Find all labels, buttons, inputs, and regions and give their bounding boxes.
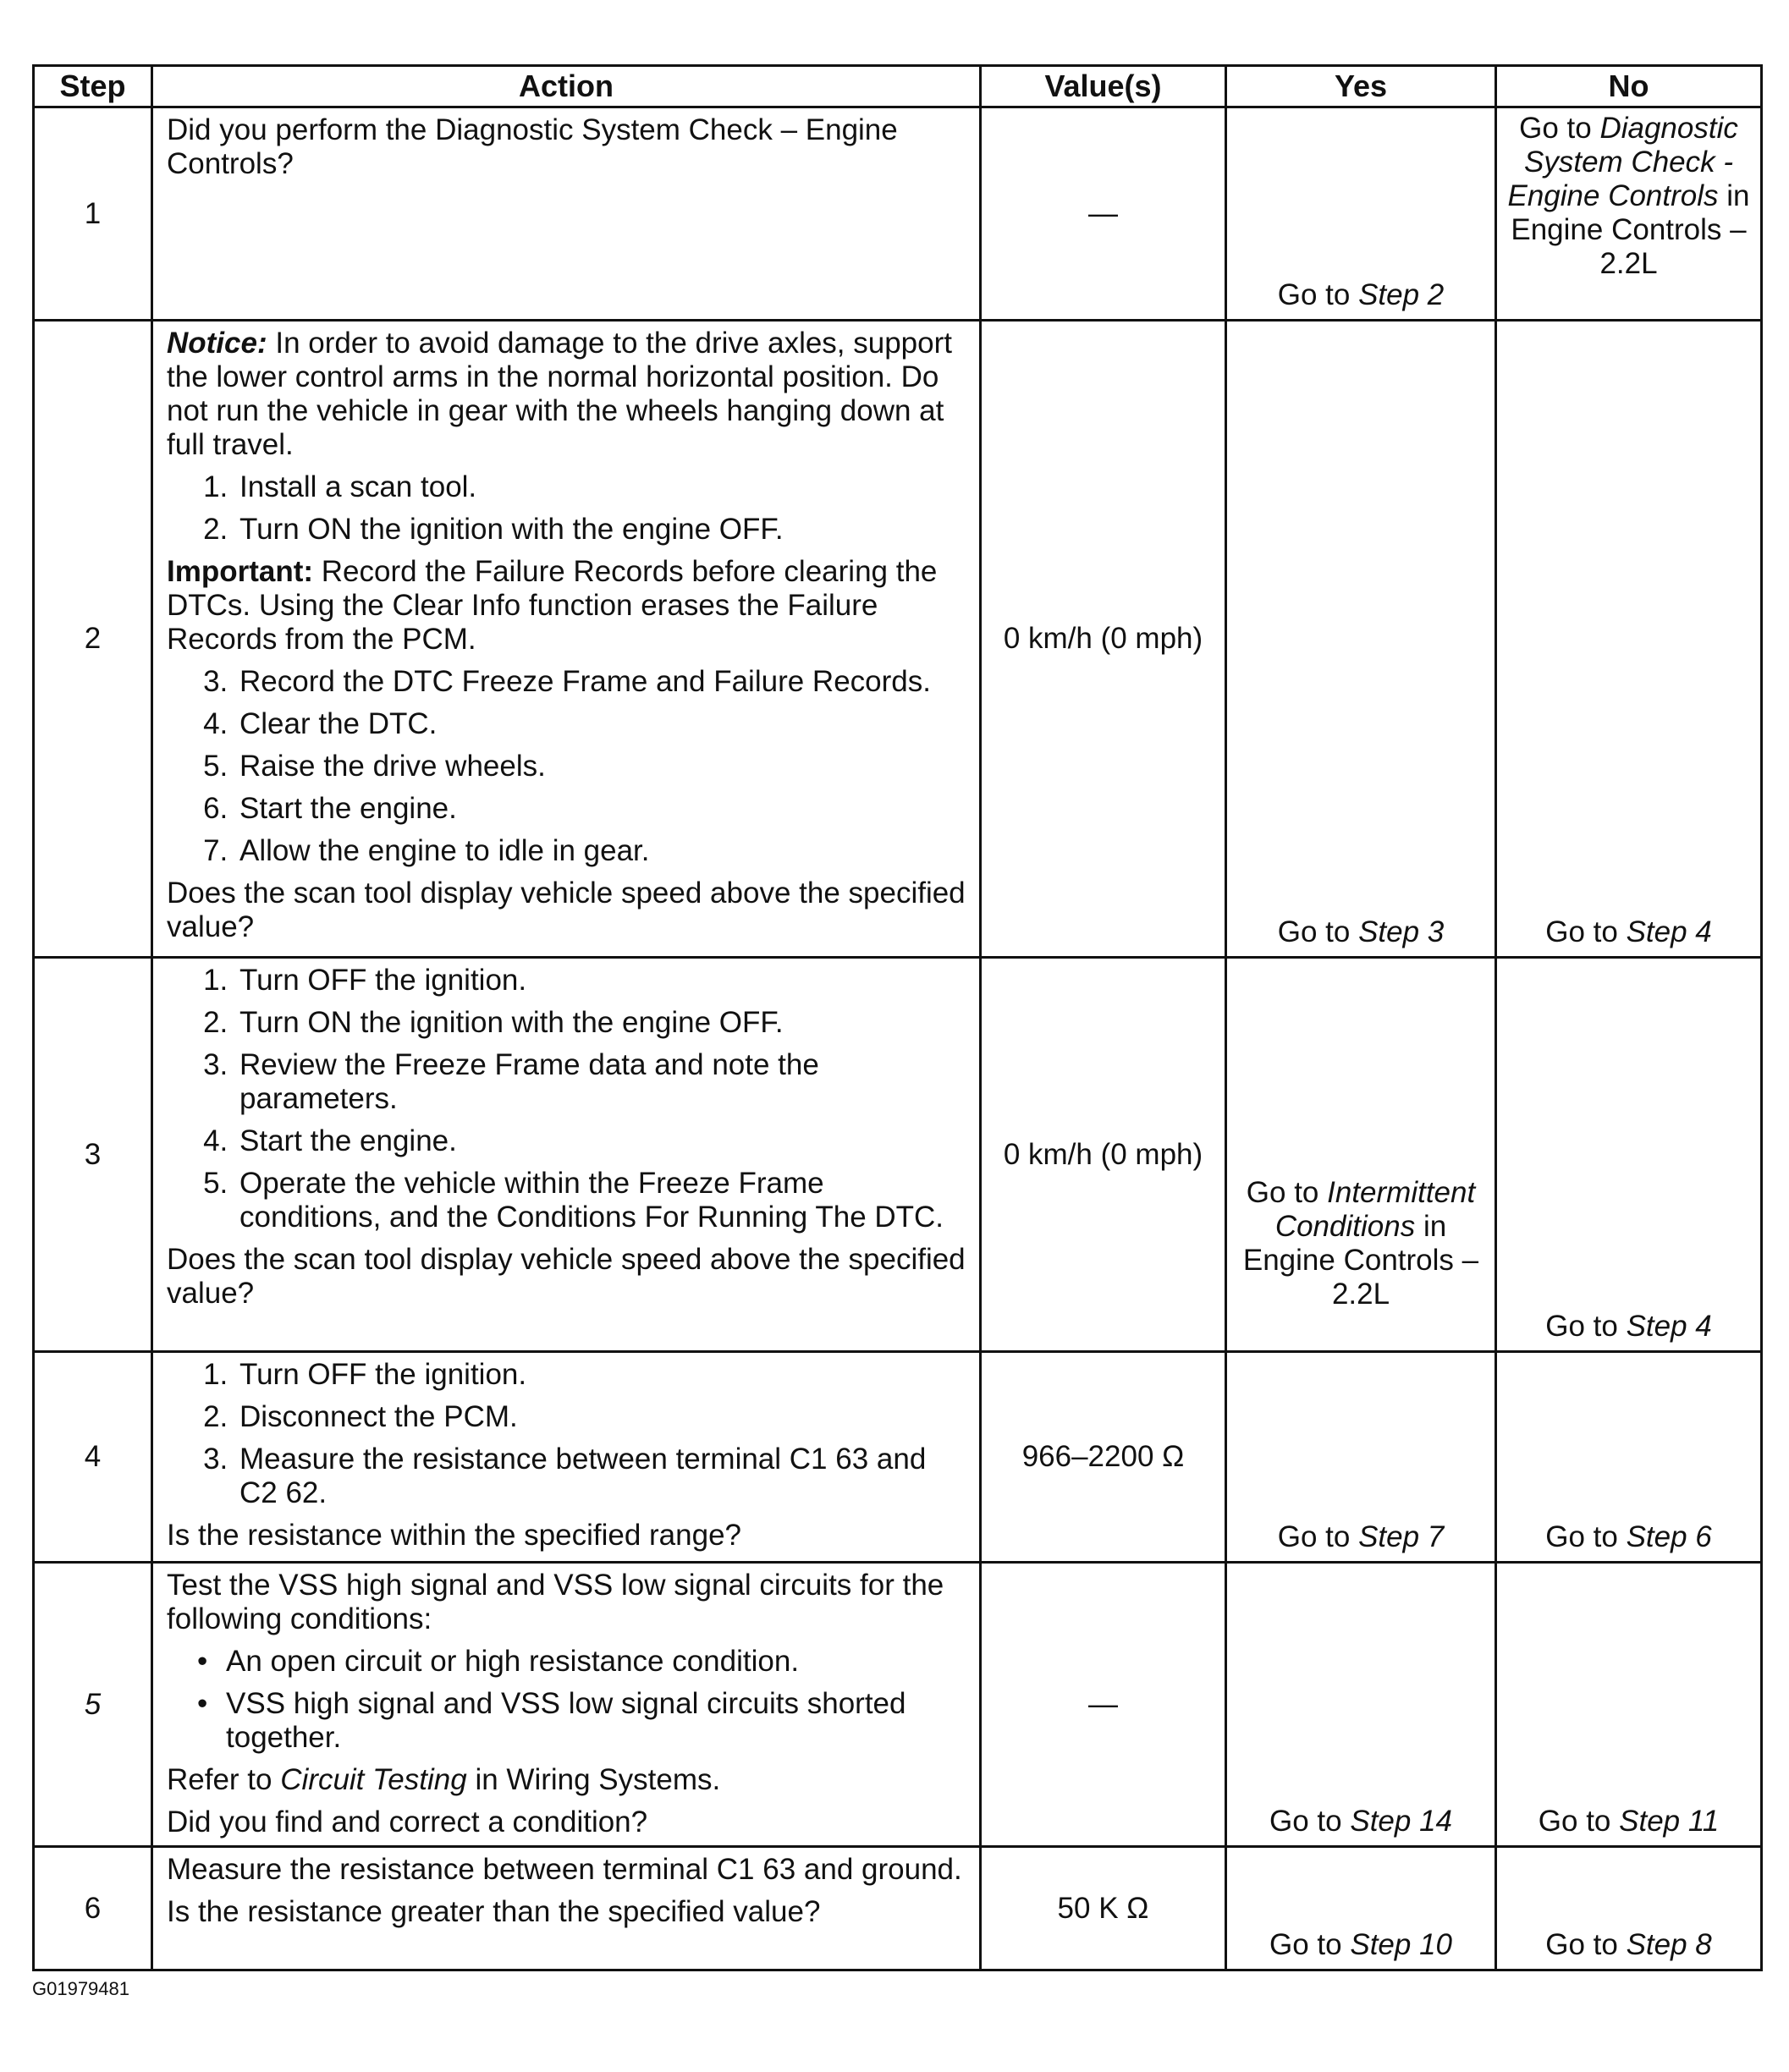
go-to-label: Go to (1519, 112, 1592, 145)
procedure-step: 4. Clear the DTC. (236, 707, 967, 741)
yes-cell (1226, 1847, 1496, 1970)
action-cell (152, 107, 981, 321)
no-cell (1496, 1352, 1762, 1563)
procedure-list (167, 1358, 967, 1510)
step-number: 6 (34, 1847, 152, 1970)
go-to-label: Go to (1277, 278, 1351, 311)
step-number: 5 (34, 1563, 152, 1847)
step-link[interactable]: Step 10 (1350, 1928, 1452, 1961)
header-no: No (1496, 66, 1762, 107)
action-cell (152, 958, 981, 1352)
header-row (34, 66, 1762, 107)
procedure-step: 2. Disconnect the PCM. (236, 1400, 967, 1434)
action-cell (152, 1563, 981, 1847)
go-to-label: Go to (1269, 1928, 1342, 1961)
step-link[interactable]: Step 3 (1358, 915, 1445, 948)
yes-cell (1226, 321, 1496, 958)
procedure-step: 1. Install a scan tool. (236, 470, 967, 504)
go-to-label: Go to (1545, 915, 1618, 948)
section-name: Engine Controls – 2.2L (1242, 1244, 1479, 1311)
value-cell: — (981, 107, 1226, 321)
refer-paragraph (167, 1763, 967, 1797)
procedure-step: 3. Record the DTC Freeze Frame and Failure Records. (236, 665, 967, 699)
yes-cell (1226, 958, 1496, 1352)
procedure-step: 2. Turn ON the ignition with the engine OFF. (236, 513, 967, 547)
in-label: in (1423, 1210, 1447, 1243)
refer-prefix: Refer to (167, 1763, 272, 1796)
diagnostic-table (32, 64, 1763, 1971)
procedure-list (167, 665, 967, 868)
yes-cell (1226, 1352, 1496, 1563)
intro-text: Test the VSS high signal and VSS low signal circuits for the following conditions: (167, 1569, 944, 1635)
step-number: 3 (34, 958, 152, 1352)
yes-cell (1226, 1563, 1496, 1847)
header-step: Step (34, 66, 152, 107)
go-to-label: Go to (1538, 1805, 1611, 1838)
action-cell (152, 321, 981, 958)
step-number: 4 (34, 1352, 152, 1563)
procedure-step: 1. Turn OFF the ignition. (236, 1358, 967, 1392)
action-cell (152, 1847, 981, 1970)
value-cell: 966–2200 Ω (981, 1352, 1226, 1563)
go-to-label: Go to (1246, 1176, 1319, 1209)
section-name: Engine Controls – 2.2L (1511, 213, 1747, 280)
notice-paragraph (167, 327, 967, 462)
condition-list (167, 1645, 967, 1755)
procedure-step: 3. Measure the resistance between terminal C1 63 and C2 62. (236, 1443, 967, 1510)
step-number: 2 (34, 321, 152, 958)
step-link[interactable]: Step 2 (1358, 278, 1445, 311)
go-to-label: Go to (1277, 915, 1351, 948)
procedure-step: 3. Review the Freeze Frame data and note the parameters. (236, 1048, 967, 1116)
value-cell: 0 km/h (0 mph) (981, 321, 1226, 958)
step-link[interactable]: Step 6 (1626, 1520, 1712, 1553)
header-values: Value(s) (981, 66, 1226, 107)
question-text: Is the resistance within the specified range? (167, 1519, 741, 1552)
step-link[interactable]: Step 11 (1619, 1805, 1720, 1838)
no-cell (1496, 321, 1762, 958)
notice-text: In order to avoid damage to the drive axles, support the lower control arms in the normal horizontal position. Do not run the vehicle in gear with the wheels hanging down at full travel. (167, 327, 952, 461)
action-text: Measure the resistance between terminal C1 63 and ground. (167, 1853, 962, 1886)
procedure-step: 5. Operate the vehicle within the Freeze Frame conditions, and the Conditions For Running The DTC. (236, 1167, 967, 1234)
important-text: Record the Failure Records before clearing the DTCs. Using the Clear Info function erases the Failure Records from the PCM. (167, 555, 938, 656)
header-yes: Yes (1226, 66, 1496, 107)
figure-id: G01979481 (32, 1978, 129, 1999)
value-cell: 0 km/h (0 mph) (981, 958, 1226, 1352)
go-to-label: Go to (1269, 1805, 1342, 1838)
step-link[interactable]: Step 14 (1350, 1805, 1452, 1838)
no-cell (1496, 958, 1762, 1352)
refer-suffix: in Wiring Systems. (475, 1763, 721, 1796)
step-link[interactable]: Step 8 (1626, 1928, 1712, 1961)
question-text: Does the scan tool display vehicle speed above the specified value? (167, 1243, 966, 1310)
notice-label: Notice: (167, 327, 267, 360)
table-row-step-2 (34, 321, 1762, 958)
procedure-step: 1. Turn OFF the ignition. (236, 964, 967, 998)
in-label: in (1726, 179, 1750, 212)
procedure-list (167, 964, 967, 1234)
procedure-step: 2. Turn ON the ignition with the engine OFF. (236, 1006, 967, 1040)
no-cell (1496, 107, 1762, 321)
step-link[interactable]: Step 4 (1626, 915, 1712, 948)
procedure-link[interactable]: Intermittent Conditions (1274, 1176, 1476, 1243)
procedure-step: 4. Start the engine. (236, 1124, 967, 1158)
go-to-label: Go to (1277, 1520, 1351, 1553)
go-to-label: Go to (1545, 1310, 1618, 1343)
header-action: Action (152, 66, 981, 107)
no-cell (1496, 1563, 1762, 1847)
procedure-link[interactable]: Diagnostic System Check - Engine Controls (1507, 112, 1738, 212)
important-paragraph (167, 555, 967, 657)
value-cell: 50 K Ω (981, 1847, 1226, 1970)
no-cell (1496, 1847, 1762, 1970)
action-text: Did you perform the Diagnostic System Check – Engine Controls? (167, 113, 898, 180)
table-row-step-1 (34, 107, 1762, 321)
go-to-label: Go to (1545, 1928, 1618, 1961)
procedure-step: 6. Start the engine. (236, 792, 967, 826)
question-text: Did you find and correct a condition? (167, 1805, 648, 1838)
procedure-step: 7. Allow the engine to idle in gear. (236, 834, 967, 868)
condition-item: • VSS high signal and VSS low signal circuits shorted together. (226, 1687, 967, 1755)
step-link[interactable]: Step 7 (1358, 1520, 1445, 1553)
step-link[interactable]: Step 4 (1626, 1310, 1712, 1343)
action-cell (152, 1352, 981, 1563)
table-row-step-5 (34, 1563, 1762, 1847)
condition-item: • An open circuit or high resistance condition. (226, 1645, 967, 1679)
go-to-label: Go to (1545, 1520, 1618, 1553)
table-row-step-3 (34, 958, 1762, 1352)
step-number: 1 (34, 107, 152, 321)
procedure-step: 5. Raise the drive wheels. (236, 750, 967, 783)
table-row-step-6 (34, 1847, 1762, 1970)
question-text: Is the resistance greater than the specified value? (167, 1895, 821, 1928)
question-text: Does the scan tool display vehicle speed above the specified value? (167, 877, 966, 943)
important-label: Important: (167, 555, 314, 588)
circuit-testing-link[interactable]: Circuit Testing (280, 1763, 467, 1796)
table-row-step-4 (34, 1352, 1762, 1563)
procedure-list (167, 470, 967, 547)
yes-cell (1226, 107, 1496, 321)
value-cell: — (981, 1563, 1226, 1847)
